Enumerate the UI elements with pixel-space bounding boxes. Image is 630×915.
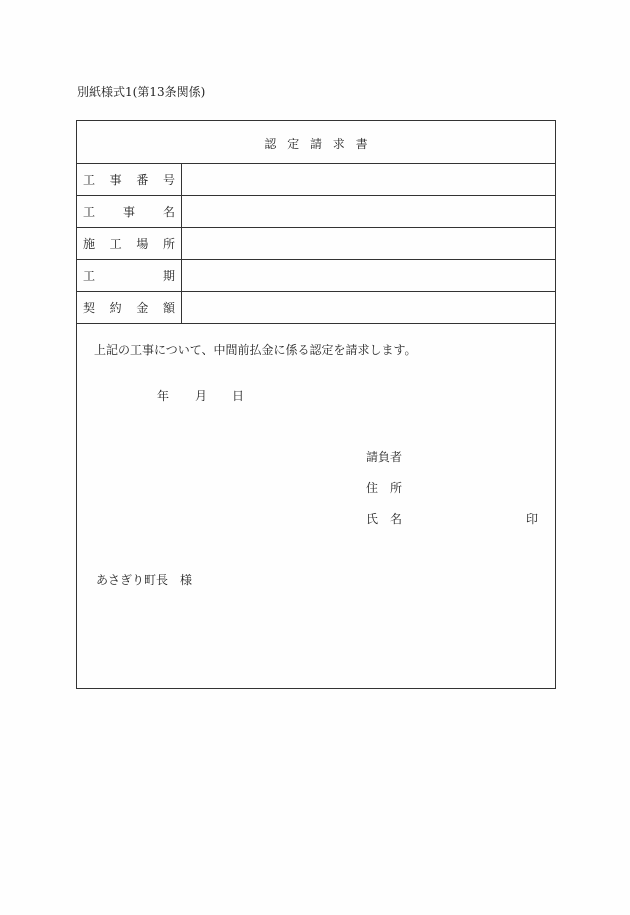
label-char: 番 xyxy=(136,173,149,187)
label-char: 所 xyxy=(162,237,175,251)
row-label xyxy=(77,196,182,227)
form-caption: 別紙様式1(第13条関係) xyxy=(77,85,206,99)
request-statement: 上記の工事について、中間前払金に係る認定を請求します。 xyxy=(94,343,417,357)
label-char: 事 xyxy=(122,205,135,219)
label-char: 事 xyxy=(109,173,122,187)
date-month-label: 月 xyxy=(195,389,208,403)
label-char: 約 xyxy=(109,301,122,315)
label-char: 工 xyxy=(83,205,96,219)
label-char: 金 xyxy=(136,301,149,315)
label-char: 工 xyxy=(83,269,96,283)
label-char: 号 xyxy=(162,173,175,187)
date-year-label: 年 xyxy=(157,389,170,403)
request-form xyxy=(76,120,556,689)
row-label xyxy=(77,292,182,323)
label-char: 額 xyxy=(162,301,175,315)
label-char: 期 xyxy=(162,269,175,283)
construction-number-value[interactable] xyxy=(182,164,555,195)
label-char: 工 xyxy=(109,237,122,251)
seal-mark: 印 xyxy=(526,512,539,526)
construction-site-value[interactable] xyxy=(182,228,555,259)
title-row xyxy=(77,121,555,164)
form-title: 認定請求書 xyxy=(264,137,379,151)
recipient: あさぎり町長 様 xyxy=(96,573,193,587)
label-char: 場 xyxy=(136,237,149,251)
label-char: 契 xyxy=(83,301,96,315)
construction-name-value[interactable] xyxy=(182,196,555,227)
applicant-heading: 請負者 xyxy=(366,450,403,464)
row-contract-amount xyxy=(77,292,555,324)
contract-amount-value[interactable] xyxy=(182,292,555,323)
label-char: 施 xyxy=(83,237,96,251)
address-label: 住 所 xyxy=(366,481,403,495)
row-construction-name xyxy=(77,196,555,228)
name-label: 氏 名 xyxy=(366,512,403,526)
label-char: 工 xyxy=(83,173,96,187)
row-label xyxy=(77,228,182,259)
row-construction-site xyxy=(77,228,555,260)
label-char: 名 xyxy=(162,205,175,219)
row-construction-number xyxy=(77,164,555,196)
row-construction-period xyxy=(77,260,555,292)
row-label xyxy=(77,260,182,291)
construction-period-value[interactable] xyxy=(182,260,555,291)
row-label xyxy=(77,164,182,195)
date-day-label: 日 xyxy=(232,389,245,403)
